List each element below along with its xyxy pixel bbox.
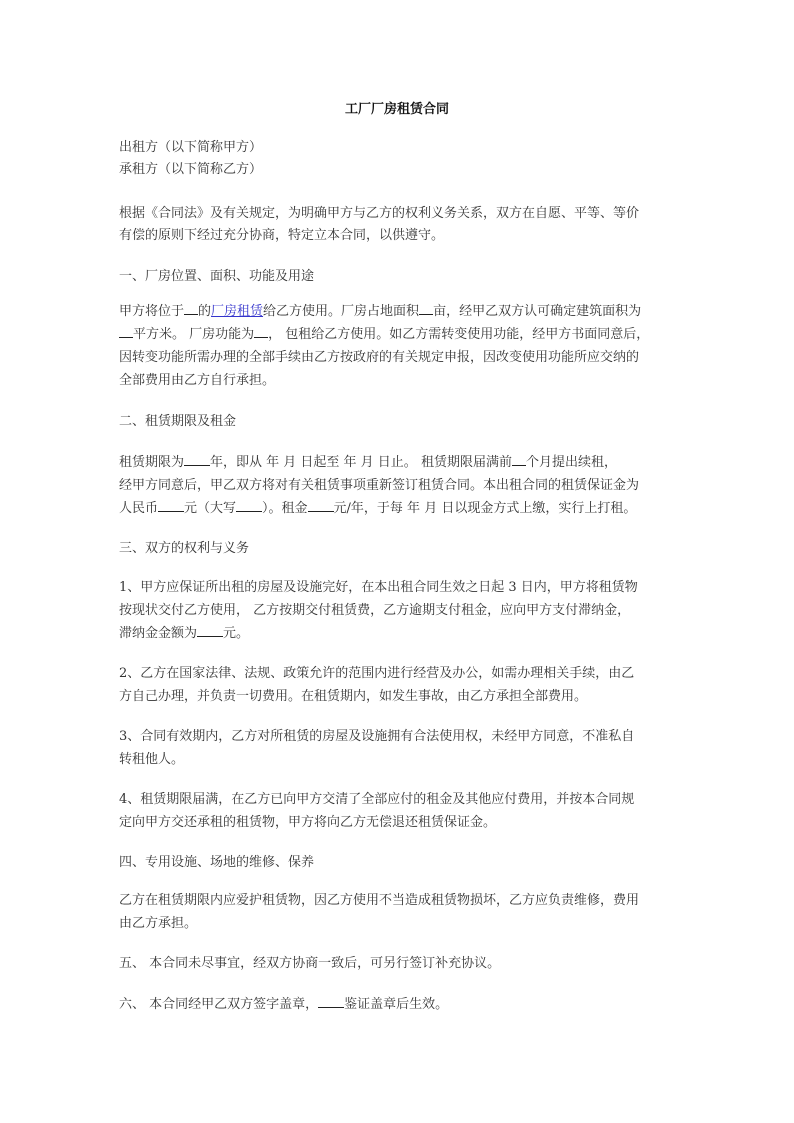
blank-field bbox=[254, 323, 268, 338]
blank-field bbox=[197, 622, 223, 637]
preamble-line-2: 有偿的原则下经过充分协商，特定立本合同，以供遵守。 bbox=[119, 228, 445, 243]
section5-line: 五、 本合同未尽事宜，经双方协商一致后，可另行签订补充协议。 bbox=[119, 956, 501, 971]
text: 亩，经甲乙双方认可确定建筑面积为 bbox=[433, 304, 642, 319]
factory-rental-link[interactable]: 厂房租赁 bbox=[211, 304, 264, 319]
text: 的 bbox=[198, 304, 212, 319]
text: ， 包租给乙方使用。如乙方需转变使用功能，经甲方书面同意后， bbox=[268, 327, 650, 342]
section4-heading: 四、专用设施、场地的维修、保养 bbox=[119, 855, 315, 870]
text: 滞纳金金额为 bbox=[119, 626, 198, 641]
text: 年，即从 年 月 日起至 年 月 日止。 租赁期限届满前 bbox=[210, 455, 512, 470]
clause3-line-2: 转租他人。 bbox=[119, 752, 185, 767]
section2-heading: 二、租赁期限及租金 bbox=[119, 414, 237, 429]
blank-field bbox=[318, 993, 344, 1008]
blank-field bbox=[419, 300, 433, 315]
section1-line-3: 因转变功能所需办理的全部手续由乙方按政府的有关规定申报，因改变使用功能所应交纳的 bbox=[119, 350, 640, 365]
document-title: 工厂厂房租赁合同 bbox=[344, 102, 449, 117]
text: 人民币 bbox=[119, 501, 159, 516]
section1-line-2 bbox=[119, 323, 679, 346]
section2-line-2: 经甲方同意后，甲乙双方将对有关租赁事项重新签订租赁合同。本出租合同的租赁保证金为 bbox=[119, 478, 640, 493]
text: 元（大写 bbox=[184, 501, 237, 516]
section4-line-2: 由乙方承担。 bbox=[119, 916, 198, 931]
blank-field bbox=[308, 497, 334, 512]
lessor-line: 出租方（以下简称甲方） bbox=[119, 140, 263, 155]
section3-heading: 三、双方的权利与义务 bbox=[119, 541, 250, 556]
blank-field bbox=[512, 451, 526, 466]
blank-field bbox=[184, 300, 198, 315]
clause2-line-1: 2、乙方在国家法律、法规、政策允许的范围内进行经营及办公，如需办理相关手续，由乙 bbox=[119, 666, 635, 681]
text: 六、 本合同经甲乙双方签字盖章， bbox=[119, 997, 319, 1012]
blank-field bbox=[236, 497, 262, 512]
clause3-line-1: 3、合同有效期内，乙方对所租赁的房屋及设施拥有合法使用权，未经甲方同意，不准私自 bbox=[119, 729, 635, 744]
section2-line-3 bbox=[119, 497, 679, 520]
text: 元/年，于每 年 月 日以现金方式上缴，实行上打租。 bbox=[333, 501, 637, 516]
preamble-line-1: 根据《合同法》及有关规定，为明确甲方与乙方的权利义务关系，双方在自愿、平等、等价 bbox=[119, 206, 640, 221]
text: 给乙方使用。厂房占地面积 bbox=[263, 304, 420, 319]
section1-line-1 bbox=[119, 300, 679, 323]
text: 元。 bbox=[223, 626, 250, 641]
clause4-line-2: 定向甲方交还承租的租赁物，甲方将向乙方无偿退还租赁保证金。 bbox=[119, 815, 497, 830]
section1-heading: 一、厂房位置、面积、功能及用途 bbox=[119, 269, 315, 284]
blank-field bbox=[119, 323, 133, 338]
section4-line-1: 乙方在租赁期限内应爱护租赁物，因乙方使用不当造成租赁物损坏，乙方应负责维修，费用 bbox=[119, 893, 640, 908]
text: 平方米。 厂房功能为 bbox=[133, 327, 255, 342]
text: ）。租金 bbox=[262, 501, 308, 516]
text: 租赁期限为 bbox=[119, 455, 185, 470]
clause2-line-2: 方自己办理，并负责一切费用。在租赁期内，如发生事故，由乙方承担全部费用。 bbox=[119, 689, 588, 704]
clause4-line-1: 4、租赁期限届满，在乙方已向甲方交清了全部应付的租金及其他应付费用，并按本合同规 bbox=[119, 792, 635, 807]
text: 甲方将位于 bbox=[119, 304, 185, 319]
clause1-line-1: 1、甲方应保证所出租的房屋及设施完好，在本出租合同生效之日起 3 日内，甲方将租赁物 bbox=[119, 580, 638, 595]
section1-line-4: 全部费用由乙方自行承担。 bbox=[119, 373, 276, 388]
text: 个月提出续租， bbox=[525, 455, 617, 470]
section6-line bbox=[119, 993, 679, 1016]
blank-field bbox=[184, 451, 210, 466]
text: 鉴证盖章后生效。 bbox=[344, 997, 449, 1012]
clause1-line-2: 按现状交付乙方使用， 乙方按期交付租赁费，乙方逾期支付租金，应向甲方支付滞纳金， bbox=[119, 603, 631, 618]
clause1-line-3 bbox=[119, 622, 679, 645]
section2-line-1 bbox=[119, 451, 679, 474]
blank-field bbox=[158, 497, 184, 512]
lessee-line: 承租方（以下简称乙方） bbox=[119, 162, 263, 177]
